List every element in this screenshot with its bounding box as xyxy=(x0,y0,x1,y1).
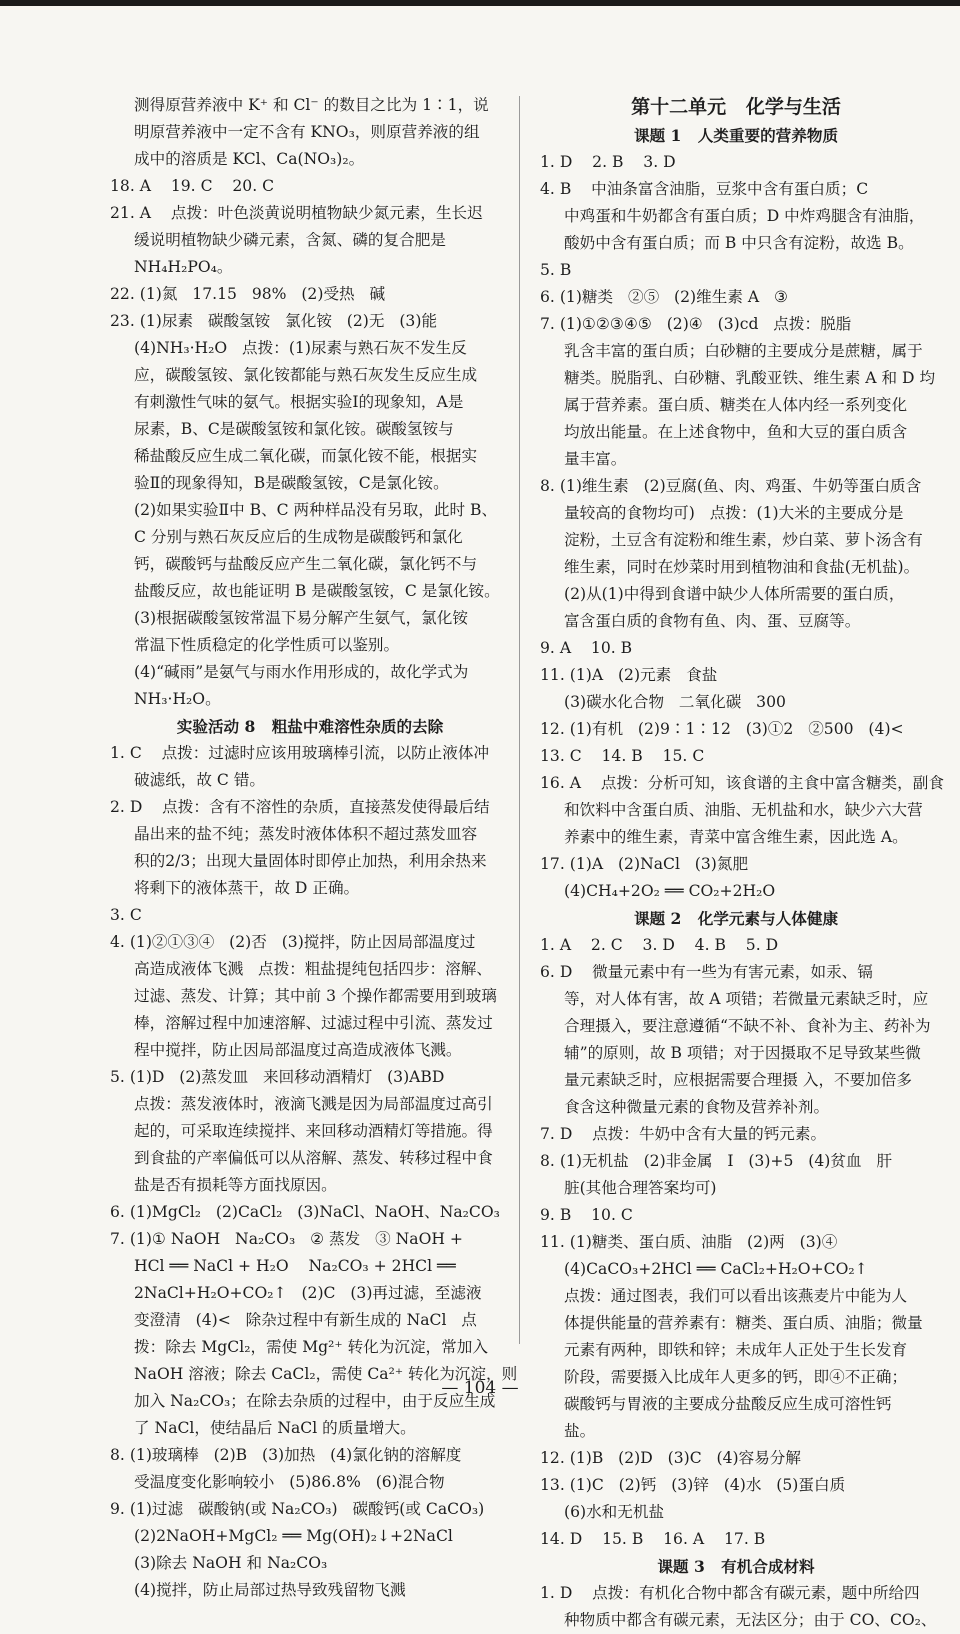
text-line: (2)如果实验Ⅱ中 B、C 两种样品没有另取，此时 B、 xyxy=(134,501,498,519)
text-line: 拨：除去 MgCl₂，需使 Mg²⁺ 转化为沉淀，常加入 xyxy=(134,1338,488,1356)
text-line: (4)CH₄+2O₂ ══ CO₂+2H₂O xyxy=(564,882,776,900)
text-line: 盐是否有损耗等方面找原因。 xyxy=(134,1176,337,1194)
text-line: 棒，溶解过程中加速溶解、过滤过程中引流、蒸发过 xyxy=(134,1014,493,1032)
text-line: 了 NaCl，使结晶后 NaCl 的质量增大。 xyxy=(134,1419,416,1437)
text-line: HCl ══ NaCl + H₂O Na₂CO₃ + 2HCl ══ xyxy=(134,1257,456,1275)
section-heading: 课题 3 有机合成材料 xyxy=(657,1557,815,1576)
text-line: 食含这种微量元素的食物及营养补剂。 xyxy=(564,1098,830,1116)
text-line: 1. C 点拨：过滤时应该用玻璃棒引流，以防止液体冲 xyxy=(110,744,490,762)
text-line: 加入 Na₂CO₃；在除去杂质的过程中，由于反应生成 xyxy=(134,1392,496,1410)
column-divider xyxy=(519,96,520,1344)
text-line: 3. C xyxy=(110,906,142,924)
top-border xyxy=(0,0,960,6)
text-line: NH₃·H₂O。 xyxy=(134,690,221,708)
text-line: 变澄清 (4)< 除杂过程中有新生成的 NaCl 点 xyxy=(134,1311,477,1329)
text-line: (3)除去 NaOH 和 Na₂CO₃ xyxy=(134,1554,328,1572)
text-line: 6. (1)糖类 ②⑤ (2)维生素 A ③ xyxy=(540,288,788,306)
text-line: 元素有两种，即铁和锌；未成年人正处于生长发育 xyxy=(564,1341,908,1359)
text-line: 均放出能量。在上述食物中，鱼和大豆的蛋白质含 xyxy=(564,423,908,441)
text-line: 11. (1)A (2)元素 食盐 xyxy=(540,666,718,684)
text-line: 23. (1)尿素 碳酸氢铵 氯化铵 (2)无 (3)能 xyxy=(110,312,438,330)
text-line: 起的，可采取连续搅拌、来回移动酒精灯等措施。得 xyxy=(134,1122,493,1140)
text-line: 18. A 19. C 20. C xyxy=(110,177,275,195)
text-line: (3)碳水化合物 二氧化碳 300 xyxy=(564,693,786,711)
text-line: 14. D 15. B 16. A 17. B xyxy=(540,1530,766,1548)
text-line: 脏(其他合理答案均可) xyxy=(564,1179,717,1197)
text-line: 22. (1)氮 17.15 98% (2)受热 碱 xyxy=(110,285,386,303)
text-line: (2)从(1)中得到食谱中缺少人体所需要的蛋白质， xyxy=(564,585,905,603)
text-line: 中鸡蛋和牛奶都含有蛋白质；D 中炸鸡腿含有油脂， xyxy=(564,207,925,225)
text-line: 4. B 中油条富含油脂，豆浆中含有蛋白质；C xyxy=(540,180,869,198)
text-line: 6. (1)MgCl₂ (2)CaCl₂ (3)NaCl、NaOH、Na₂CO₃ xyxy=(110,1203,500,1221)
text-line: 糖类。脱脂乳、白砂糖、乳酸亚铁、维生素 A 和 D 均 xyxy=(564,369,936,387)
text-line: 破滤纸，故 C 错。 xyxy=(134,771,266,789)
text-line: 合理摄入，要注意遵循“不缺不补、食补为主、药补为 xyxy=(564,1017,931,1035)
text-line: 2NaCl+H₂O+CO₂↑ (2)C (3)再过滤，至滤液 xyxy=(134,1284,482,1302)
text-line: (3)根据碳酸氢铵常温下易分解产生氨气，氯化铵 xyxy=(134,609,468,627)
text-line: 维生素，同时在炒菜时用到植物油和食盐(无机盐)。 xyxy=(564,558,920,576)
text-line: 8. (1)无机盐 (2)非金属 I (3)+5 (4)贫血 肝 xyxy=(540,1152,893,1170)
text-line: NaOH 溶液；除去 CaCl₂，需使 Ca²⁺ 转化为沉淀，则 xyxy=(134,1365,518,1383)
text-line: 测得原营养液中 K⁺ 和 Cl⁻ 的数目之比为 1∶1，说 xyxy=(134,96,489,114)
text-line: 高造成液体飞溅 点拨：粗盐提纯包括四步：溶解、 xyxy=(134,960,492,978)
text-line: 有刺激性气味的氨气。根据实验Ⅰ的现象知，A是 xyxy=(134,393,464,411)
text-line: 乳含丰富的蛋白质；白砂糖的主要成分是蔗糖，属于 xyxy=(564,342,923,360)
section-heading: 课题 1 人类重要的营养物质 xyxy=(633,126,839,145)
text-line: 碳酸钙与胃液的主要成分盐酸反应生成可溶性钙 xyxy=(564,1395,892,1413)
text-line: 7. (1)① NaOH Na₂CO₃ ② 蒸发 ③ NaOH + xyxy=(110,1230,463,1248)
text-line: (4)NH₃·H₂O 点拨：(1)尿素与熟石灰不发生反 xyxy=(134,339,467,357)
text-line: 7. D 点拨：牛奶中含有大量的钙元素。 xyxy=(540,1125,827,1143)
text-line: 5. B xyxy=(540,261,572,279)
text-line: 和饮料中含蛋白质、油脂、无机盐和水，缺少六大营 xyxy=(564,801,923,819)
text-line: (4)“碱雨”是氨气与雨水作用形成的，故化学式为 xyxy=(134,663,469,681)
text-line: 盐酸反应，故也能证明 B 是碳酸氢铵，C 是氯化铵。 xyxy=(134,582,500,600)
text-line: 2. D 点拨：含有不溶性的杂质，直接蒸发使得最后结 xyxy=(110,798,490,816)
text-line: (4)搅拌，防止局部过热导致残留物飞溅 xyxy=(134,1581,406,1599)
text-line: 成中的溶质是 KCl、Ca(NO₃)₂。 xyxy=(134,150,365,168)
text-line: 12. (1)B (2)D (3)C (4)容易分解 xyxy=(540,1449,801,1467)
text-line: 1. A 2. C 3. D 4. B 5. D xyxy=(540,936,779,954)
section-heading: 实验活动 8 粗盐中难溶性杂质的去除 xyxy=(176,717,444,736)
text-line: 12. (1)有机 (2)9∶1∶12 (3)①2 ②500 (4)< xyxy=(540,720,904,738)
text-line: 酸奶中含有蛋白质；而 B 中只含有淀粉，故选 B。 xyxy=(564,234,914,252)
text-line: 过滤、蒸发、计算；其中前 3 个操作都需要用到玻璃 xyxy=(134,987,497,1005)
text-line: 富含蛋白质的食物有鱼、肉、蛋、豆腐等。 xyxy=(564,612,861,630)
text-line: NH₄H₂PO₄。 xyxy=(134,258,233,276)
text-line: 1. D 2. B 3. D xyxy=(540,153,676,171)
text-line: 等，对人体有害，故 A 项错；若微量元素缺乏时，应 xyxy=(564,990,929,1008)
text-line: 常温下性质稳定的化学性质可以鉴别。 xyxy=(134,636,400,654)
text-line: 程中搅拌，防止因局部温度过高造成液体飞溅。 xyxy=(134,1041,462,1059)
text-line: 13. C 14. B 15. C xyxy=(540,747,705,765)
text-line: 9. A 10. B xyxy=(540,639,633,657)
section-heading: 课题 2 化学元素与人体健康 xyxy=(633,909,839,928)
text-line: 13. (1)C (2)钙 (3)锌 (4)水 (5)蛋白质 xyxy=(540,1476,846,1494)
text-line: 11. (1)糖类、蛋白质、油脂 (2)两 (3)④ xyxy=(540,1233,838,1251)
text-line: 4. (1)②①③④ (2)否 (3)搅拌，防止因局部温度过 xyxy=(110,933,476,951)
text-line: C 分别与熟石灰反应后的生成物是碳酸钙和氯化 xyxy=(134,528,463,546)
text-line: 明原营养液中一定不含有 KNO₃，则原营养液的组 xyxy=(134,123,480,141)
text-line: 受温度变化影响较小 (5)86.8% (6)混合物 xyxy=(134,1473,445,1491)
text-line: (2)2NaOH+MgCl₂ ══ Mg(OH)₂↓+2NaCl xyxy=(134,1527,453,1545)
text-line: 9. (1)过滤 碳酸钠(或 Na₂CO₃) 碳酸钙(或 CaCO₃) xyxy=(110,1500,485,1518)
page-number: — 104 — xyxy=(441,1378,519,1398)
text-line: (6)水和无机盐 xyxy=(564,1503,665,1521)
text-line: 量元素缺乏时，应根据需要合理摄 入，不要加倍多 xyxy=(564,1071,913,1089)
text-line: 9. B 10. C xyxy=(540,1206,633,1224)
text-line: 将剩下的液体蒸干，故 D 正确。 xyxy=(134,879,360,897)
text-line: 淀粉，土豆含有淀粉和维生素，炒白菜、萝卜汤含有 xyxy=(564,531,923,549)
text-line: 1. D 点拨：有机化合物中都含有碳元素，题中所给四 xyxy=(540,1584,920,1602)
text-line: 缓说明植物缺少磷元素，含氮、磷的复合肥是 xyxy=(134,231,446,249)
text-line: 8. (1)维生素 (2)豆腐(鱼、肉、鸡蛋、牛奶等蛋白质含 xyxy=(540,477,922,495)
text-line: 养素中的维生素，青菜中富含维生素，因此选 A。 xyxy=(564,828,908,846)
text-line: 点拨：蒸发液体时，液滴飞溅是因为局部温度过高引 xyxy=(134,1095,493,1113)
text-line: 7. (1)①②③④⑤ (2)④ (3)cd 点拨：脱脂 xyxy=(540,315,852,333)
text-line: 应，碳酸氢铵、氯化铵都能与熟石灰发生反应生成 xyxy=(134,366,478,384)
text-line: 属于营养素。蛋白质、糖类在人体内经一系列变化 xyxy=(564,396,908,414)
text-line: 5. (1)D (2)蒸发皿 来回移动酒精灯 (3)ABD xyxy=(110,1068,445,1086)
text-line: 量较高的食物均可) 点拨：(1)大米的主要成分是 xyxy=(564,504,904,522)
text-line: 到食盐的产率偏低可以从溶解、蒸发、转移过程中食 xyxy=(134,1149,493,1167)
text-line: 晶出来的盐不纯；蒸发时液体体积不超过蒸发皿容 xyxy=(134,825,478,843)
text-line: 17. (1)A (2)NaCl (3)氮肥 xyxy=(540,855,749,873)
text-line: 8. (1)玻璃棒 (2)B (3)加热 (4)氯化钠的溶解度 xyxy=(110,1446,462,1464)
text-line: (4)CaCO₃+2HCl ══ CaCl₂+H₂O+CO₂↑ xyxy=(564,1260,868,1278)
section-heading: 第十二单元 化学与生活 xyxy=(631,96,841,118)
text-line: 16. A 点拨：分析可知，该食谱的主食中富含糖类，副食 xyxy=(540,774,944,792)
text-line: 盐。 xyxy=(564,1422,596,1440)
right-column xyxy=(540,92,944,1634)
text-line: 6. D 微量元素中有一些为有害元素，如汞、镉 xyxy=(540,963,873,981)
text-line: 种物质中都含有碳元素，无法区分；由于 CO、CO₂、 xyxy=(564,1611,937,1629)
text-line: 量丰富。 xyxy=(564,450,627,468)
text-line: 钙，碳酸钙与盐酸反应产生二氧化碳，氯化钙不与 xyxy=(134,555,478,573)
text-line: 21. A 点拨：叶色淡黄说明植物缺少氮元素，生长迟 xyxy=(110,204,483,222)
text-line: 体提供能量的营养素有：糖类、蛋白质、油脂；微量 xyxy=(564,1314,923,1332)
text-line: 稀盐酸反应生成二氧化碳，而氯化铵不能，根据实 xyxy=(134,447,478,465)
text-line: 阶段，需要摄入比成年人更多的钙，即④不正确； xyxy=(564,1368,908,1386)
text-line: 尿素，B、C是碳酸氢铵和氯化铵。碳酸氢铵与 xyxy=(134,420,454,438)
text-line: 积的2/3；出现大量固体时即停止加热，利用余热来 xyxy=(134,852,487,870)
text-line: 验Ⅱ的现象得知，B是碳酸氢铵，C是氯化铵。 xyxy=(134,474,449,492)
text-line: 辅”的原则，故 B 项错；对于因摄取不足导致某些微 xyxy=(564,1044,921,1062)
text-line: 点拨：通过图表，我们可以看出该燕麦片中能为人 xyxy=(564,1287,908,1305)
